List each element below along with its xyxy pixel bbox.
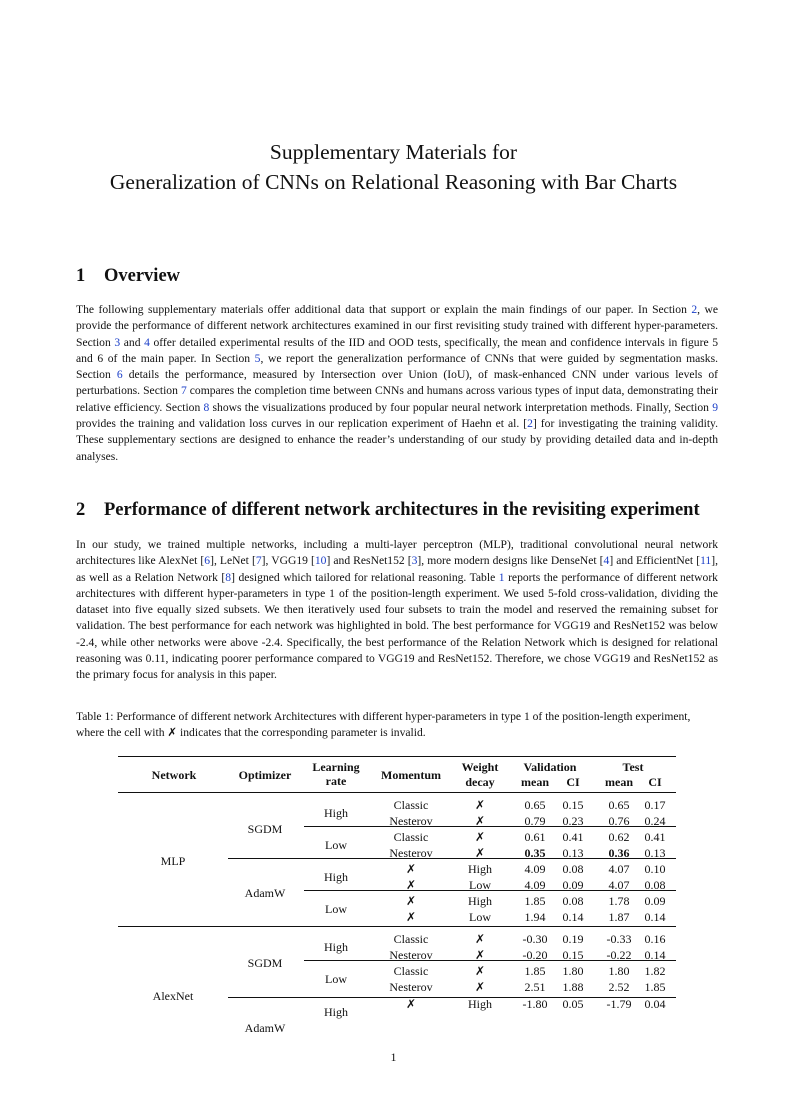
table-link[interactable]: 1 <box>498 570 505 584</box>
section-link[interactable]: 6 <box>116 368 123 382</box>
header-network: Network <box>151 768 197 782</box>
cell-val-mean: 4.09 <box>524 862 546 876</box>
text-run: ] and EfficientNet [ <box>609 554 701 568</box>
text-run: ] for investigating the training validity. These supplementary sections are designed to enhance the reader’s understanding of our study by providing detailed data and in-depth analyses. <box>76 417 718 463</box>
section-2-paragraph <box>76 537 718 684</box>
cell-val-mean: -1.80 <box>522 997 548 1011</box>
cell-val-ci: 0.14 <box>562 910 584 924</box>
text-run: provides the training and validation loss curves in our replication experiment of Haehn et al. [ <box>76 417 528 431</box>
cell-test-ci: 1.82 <box>644 964 666 978</box>
text-run: ], as well as a Relation Network [ <box>76 554 718 584</box>
cell-val-mean: 1.85 <box>524 894 546 908</box>
text-run: offer detailed experimental results of the IID and OOD tests, specifically, the mean and confidence intervals in figure 5 and 6 of the main paper. In Section <box>76 335 718 365</box>
text-run: ] and ResNet152 [ <box>326 554 412 568</box>
text-run: reports the performance of different network architectures with different hyper-parameters in type 1 of the position-length experiment. We used 5-fold cross-validation, dividing the dataset into five equally sized subsets. We then iteratively used four subsets to train the model and reserved the remaining subset for validation. The best performance for each network was highlighted in bold. The best performance for VGG19 and ResNet152 was below -2.4, while other networks were above -2.4. Specifically, the best performance of the Relation Network which is designed for relational reasoning was 0.11, indicating poorer performance compared to VGG19 and ResNet152. Therefore, we chose VGG19 and ResNet152 as the primary focus for analysis in this paper. <box>76 570 718 682</box>
cell-val-ci: 0.15 <box>562 798 584 812</box>
header-test: Test <box>622 760 644 774</box>
caption-text: Performance of different network Architectures with different hyper-parameters in type 1 of the position-length experiment, where the cell with ✗ indicates that the corresponding parameter is invalid. <box>76 710 691 740</box>
section-number: 1 <box>76 266 86 286</box>
text-run: The following supplementary materials offer additional data that support or explain the main findings of our paper. In Section <box>76 303 692 316</box>
cell-val-mean: 2.51 <box>524 980 546 994</box>
header-validation: Validation <box>523 760 577 774</box>
citation-link[interactable]: 6 <box>204 554 211 568</box>
text-run: ], LeNet [ <box>210 554 256 568</box>
cell-test-mean: 1.78 <box>608 894 630 908</box>
cell-test-ci: 0.09 <box>644 894 666 908</box>
page-number: 1 <box>390 1050 397 1064</box>
cell-weight-decay: ✗ <box>474 948 486 962</box>
cell-val-ci: 0.23 <box>562 814 584 828</box>
section-1-heading <box>76 266 180 287</box>
text-run: ], more modern designs like DenseNet [ <box>417 554 604 568</box>
cell-val-mean: -0.20 <box>522 948 548 962</box>
cell-weight-decay: Low <box>469 878 491 892</box>
text-run: , we report the generalization performance of CNNs that were guided by segmentation masks. Section <box>76 351 718 382</box>
section-link[interactable]: 9 <box>712 400 718 414</box>
section-title: Performance of different network architectures in the revisiting experiment <box>104 500 700 520</box>
text-run: In our study, we trained multiple networks, including a multi-layer perceptron (MLP), traditional convolutional neural network architectures like AlexNet [ <box>76 538 718 568</box>
section-title: Overview <box>104 266 181 286</box>
cell-test-mean: -0.22 <box>606 948 632 962</box>
optimizer-adamw: AdamW <box>244 1021 286 1035</box>
cell-test-mean-best: 0.36 <box>608 846 630 860</box>
cell-val-ci: 0.15 <box>562 948 584 962</box>
header-optimizer: Optimizer <box>238 768 292 782</box>
cell-test-ci: 0.14 <box>644 948 666 962</box>
title-line-2: Generalization of CNNs on Relational Reasoning with Bar Charts <box>109 170 678 194</box>
cell-val-ci: 0.19 <box>562 932 584 946</box>
cell-weight-decay: ✗ <box>474 964 486 978</box>
cell-momentum: Classic <box>393 798 429 812</box>
citation-link[interactable]: 8 <box>225 570 232 584</box>
cell-momentum: ✗ <box>405 894 417 908</box>
cell-momentum: ✗ <box>405 878 417 892</box>
header-learning-rate: rate <box>325 774 347 788</box>
cell-test-mean: 0.76 <box>608 814 630 828</box>
cell-val-ci: 0.13 <box>562 846 584 860</box>
citation-link[interactable]: 2 <box>527 417 533 431</box>
cell-momentum: Nesterov <box>389 980 433 994</box>
cell-val-mean: 1.85 <box>524 964 546 978</box>
cell-test-mean: -0.33 <box>606 932 632 946</box>
cell-test-ci: 0.16 <box>644 932 666 946</box>
text-run: ], VGG19 [ <box>261 554 315 568</box>
cell-test-mean: 1.80 <box>608 964 630 978</box>
header-weight-decay: decay <box>465 775 495 789</box>
optimizer-sgdm: SGDM <box>247 956 283 970</box>
cell-val-ci: 0.05 <box>562 997 584 1011</box>
cell-test-ci: 0.17 <box>644 798 666 812</box>
text-run: shows the visualizations produced by four popular neural network interpretation methods. Finally, Section <box>209 400 713 414</box>
cell-test-ci: 0.04 <box>644 997 666 1011</box>
section-link[interactable]: 3 <box>114 335 121 349</box>
text-run: details the performance, measured by Intersection over Union (IoU), of mask-enhanced CNN under various levels of perturbations. Section <box>76 368 718 398</box>
cell-val-mean: 4.09 <box>524 878 546 892</box>
header-test-ci: CI <box>648 775 662 789</box>
cell-test-ci: 0.14 <box>644 910 666 924</box>
cell-momentum: Classic <box>393 932 429 946</box>
section-link[interactable]: 8 <box>203 400 210 414</box>
citation-link[interactable]: 10 <box>314 554 327 568</box>
cell-val-ci: 0.09 <box>562 878 584 892</box>
overview-paragraph <box>76 302 718 465</box>
cell-momentum: ✗ <box>405 910 417 924</box>
lr-low: Low <box>325 838 347 852</box>
citation-link[interactable]: 4 <box>603 554 610 568</box>
text-run: , we provide the performance of different network architectures examined in our first revisiting study trained with different hyper-parameters. Section <box>76 303 718 349</box>
cell-test-ci: 0.10 <box>644 862 666 876</box>
cell-weight-decay: ✗ <box>474 846 486 860</box>
lr-high: High <box>324 940 348 954</box>
section-2-heading <box>76 500 700 521</box>
lr-high: High <box>324 806 348 820</box>
group-rule <box>118 926 676 927</box>
text-run: compares the completion time between CNNs and humans across various types of input data, demonstrating their relative efficiency. Section <box>76 384 718 414</box>
cell-val-mean: 0.79 <box>524 814 546 828</box>
cell-val-mean-best: 0.35 <box>524 846 546 860</box>
section-link[interactable]: 4 <box>144 335 150 349</box>
cell-weight-decay: ✗ <box>474 932 486 946</box>
cell-test-ci: 0.41 <box>644 830 666 844</box>
optimizer-adamw: AdamW <box>244 886 286 900</box>
text-run: and <box>120 335 145 349</box>
text-run: ] designed which tailored for relational reasoning. Table <box>231 570 499 584</box>
network-alexnet: AlexNet <box>152 989 194 1003</box>
table-top-rule <box>118 756 676 757</box>
cell-weight-decay: ✗ <box>474 814 486 828</box>
cell-test-mean: -1.79 <box>606 997 632 1011</box>
cell-momentum: Nesterov <box>389 948 433 962</box>
cell-momentum: ✗ <box>405 997 417 1011</box>
cell-val-mean: 0.61 <box>524 830 546 844</box>
header-momentum: Momentum <box>381 768 441 782</box>
cell-momentum: Classic <box>393 830 429 844</box>
cell-weight-decay: High <box>468 997 492 1011</box>
cell-val-mean: 1.94 <box>524 910 546 924</box>
cell-test-mean: 2.52 <box>608 980 630 994</box>
cell-test-mean: 0.62 <box>608 830 630 844</box>
cell-momentum: ✗ <box>405 862 417 876</box>
lr-high: High <box>324 1005 348 1019</box>
lr-low: Low <box>325 972 347 986</box>
cell-weight-decay: High <box>468 862 492 876</box>
cell-weight-decay: ✗ <box>474 798 486 812</box>
section-link[interactable]: 7 <box>180 384 187 398</box>
citation-link[interactable]: 11 <box>700 554 712 568</box>
cell-test-ci: 0.13 <box>644 846 666 860</box>
cell-weight-decay: Low <box>469 910 491 924</box>
network-mlp: MLP <box>160 854 186 868</box>
caption-label: Table 1: <box>76 710 117 723</box>
cell-test-ci: 0.24 <box>644 814 666 828</box>
header-val-mean: mean <box>521 775 549 789</box>
table-caption <box>76 709 718 742</box>
header-test-mean: mean <box>605 775 633 789</box>
cell-momentum: Classic <box>393 964 429 978</box>
cell-weight-decay: ✗ <box>474 980 486 994</box>
cell-val-mean: 0.65 <box>524 798 546 812</box>
lr-high: High <box>324 870 348 884</box>
citation-link[interactable]: 3 <box>411 554 418 568</box>
cell-test-mean: 1.87 <box>608 910 630 924</box>
citation-link[interactable]: 7 <box>255 554 262 568</box>
cell-test-mean: 4.07 <box>608 862 630 876</box>
header-learning-rate: Learning <box>312 760 360 774</box>
header-weight-decay: Weight <box>461 760 499 774</box>
title-line-1: Supplementary Materials for <box>269 140 518 164</box>
cell-weight-decay: High <box>468 894 492 908</box>
cell-test-mean: 0.65 <box>608 798 630 812</box>
cell-momentum: Nesterov <box>389 814 433 828</box>
section-link[interactable]: 2 <box>691 303 698 316</box>
cell-test-mean: 4.07 <box>608 878 630 892</box>
section-number: 2 <box>76 500 86 520</box>
optimizer-sgdm: SGDM <box>247 822 283 836</box>
cell-momentum: Nesterov <box>389 846 433 860</box>
cell-test-ci: 1.85 <box>644 980 666 994</box>
cell-weight-decay: ✗ <box>474 830 486 844</box>
cell-val-ci: 0.08 <box>562 862 584 876</box>
cell-val-ci: 0.08 <box>562 894 584 908</box>
paper-title <box>0 137 787 197</box>
cell-val-ci: 1.80 <box>562 964 584 978</box>
cell-val-ci: 1.88 <box>562 980 584 994</box>
section-link[interactable]: 5 <box>254 351 261 365</box>
cell-val-ci: 0.41 <box>562 830 584 844</box>
header-val-ci: CI <box>566 775 580 789</box>
cell-test-ci: 0.08 <box>644 878 666 892</box>
cell-val-mean: -0.30 <box>522 932 548 946</box>
table-header-rule <box>118 792 676 793</box>
lr-low: Low <box>325 902 347 916</box>
